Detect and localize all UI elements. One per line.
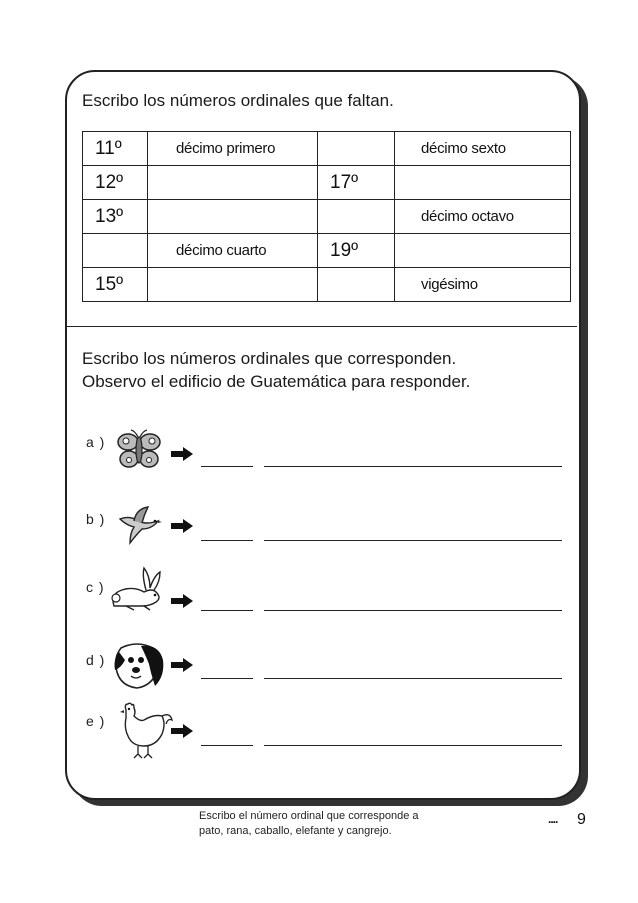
table-row xyxy=(83,132,571,166)
table-row xyxy=(83,234,571,268)
rabbit-icon xyxy=(108,566,166,612)
footer-note-line2: pato, rana, caballo, elefante y cangrejo. xyxy=(199,825,392,837)
item-label-e: e ) xyxy=(86,713,106,729)
table-row xyxy=(83,200,571,234)
table-cell[interactable] xyxy=(395,166,571,200)
answer-ordinal-d[interactable] xyxy=(201,678,253,679)
table-cell[interactable] xyxy=(318,132,395,166)
bird-icon xyxy=(116,505,162,545)
answer-word-c[interactable] xyxy=(264,610,562,611)
answer-ordinal-b[interactable] xyxy=(201,540,253,541)
table-cell[interactable] xyxy=(395,234,571,268)
answer-ordinal-c[interactable] xyxy=(201,610,253,611)
table-cell[interactable]: décimo primero xyxy=(148,132,318,166)
table-cell[interactable]: 11º xyxy=(83,132,148,166)
section-divider xyxy=(67,326,577,327)
table-cell[interactable]: décimo octavo xyxy=(395,200,571,234)
table-cell[interactable]: décimo cuarto xyxy=(148,234,318,268)
answer-word-e[interactable] xyxy=(264,745,562,746)
arrow-right-icon xyxy=(171,519,193,533)
ordinal-table xyxy=(82,131,571,302)
table-cell[interactable] xyxy=(83,234,148,268)
footer-note-line1: Escribo el número ordinal que corresponde a xyxy=(199,810,419,822)
table-cell[interactable]: décimo sexto xyxy=(395,132,571,166)
table-cell[interactable]: 15º xyxy=(83,268,148,302)
table-cell[interactable]: vigésimo xyxy=(395,268,571,302)
footer-note xyxy=(199,809,419,839)
item-label-b: b ) xyxy=(86,511,106,527)
arrow-right-icon xyxy=(171,594,193,608)
arrow-right-icon xyxy=(171,724,193,738)
answer-ordinal-a[interactable] xyxy=(201,466,253,467)
arrow-right-icon xyxy=(171,658,193,672)
arrow-right-icon xyxy=(171,447,193,461)
item-label-c: c ) xyxy=(86,579,105,595)
answer-word-d[interactable] xyxy=(264,678,562,679)
butterfly-icon xyxy=(116,428,162,472)
table-cell[interactable]: 12º xyxy=(83,166,148,200)
table-cell[interactable]: 19º xyxy=(318,234,395,268)
answer-word-a[interactable] xyxy=(264,466,562,467)
footer-dots: .... xyxy=(548,812,558,826)
section2-instruction-line1: Escribo los números ordinales que corresponden. xyxy=(82,349,457,368)
answer-word-b[interactable] xyxy=(264,540,562,541)
page-number: 9 xyxy=(577,811,586,828)
table-cell[interactable] xyxy=(148,166,318,200)
table-cell[interactable] xyxy=(318,200,395,234)
table-cell[interactable]: 13º xyxy=(83,200,148,234)
table-row xyxy=(83,166,571,200)
dog-icon xyxy=(111,640,165,692)
item-label-d: d ) xyxy=(86,652,106,668)
item-label-a: a ) xyxy=(86,434,106,450)
hen-icon xyxy=(114,700,174,762)
table-row xyxy=(83,268,571,302)
answer-ordinal-e[interactable] xyxy=(201,745,253,746)
table-cell[interactable] xyxy=(148,200,318,234)
table-cell[interactable] xyxy=(148,268,318,302)
section2-instruction-line2: Observo el edificio de Guatemática para responder. xyxy=(82,372,471,391)
table-cell[interactable] xyxy=(318,268,395,302)
section1-instruction: Escribo los números ordinales que faltan. xyxy=(82,91,394,110)
table-cell[interactable]: 17º xyxy=(318,166,395,200)
